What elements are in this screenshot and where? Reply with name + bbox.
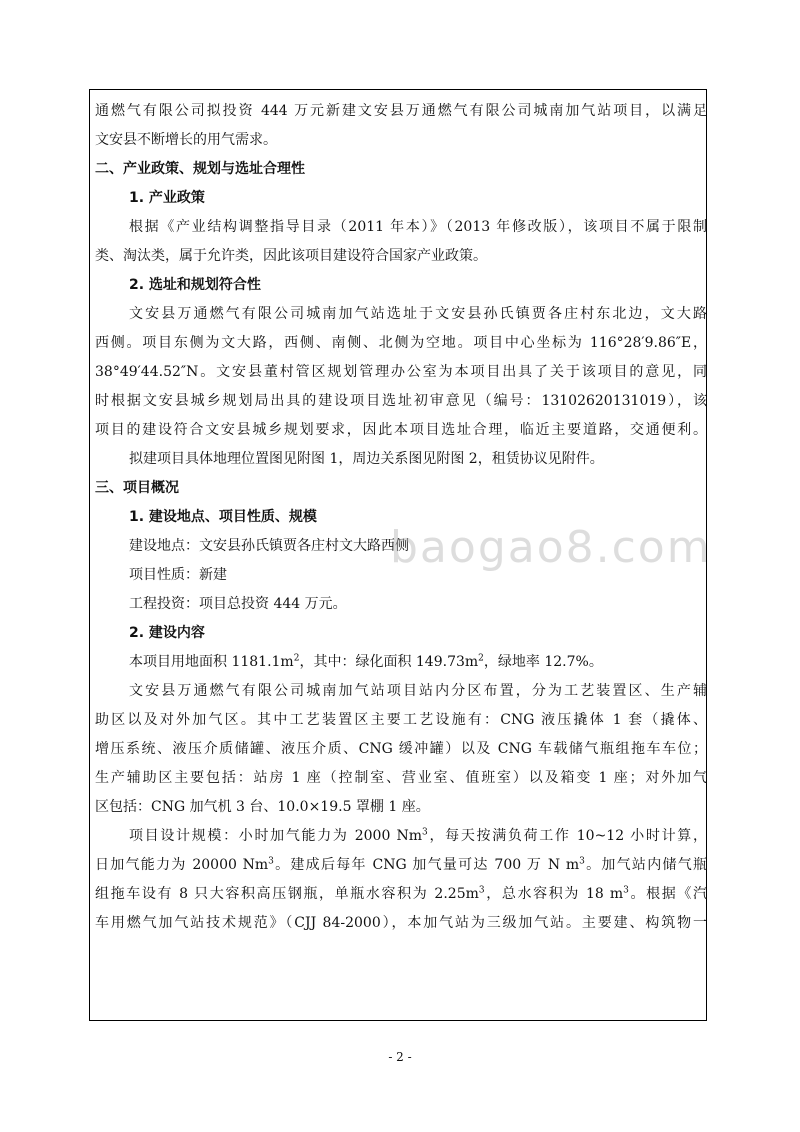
text-line: 项目性质：新建 [129,567,227,583]
text-segment: 。建成后每年 CNG 加气量可达 700 万 N m [273,857,580,873]
section-heading: 三、项目概况 [95,480,179,496]
text-line: 增压系统、液压介质储罐、液压介质、CNG 缓冲罐）以及 CNG 车载储气瓶组拖车车位； [95,741,707,757]
superscript: 3 [268,856,274,867]
text-line [95,880,707,909]
text-line: 文安县万通燃气有限公司城南加气站选址于文安县孙氏镇贾各庄村东北边，文大路 [129,306,707,322]
text-segment: 本项目用地面积 1181.1m [129,654,294,670]
superscript: 2 [478,653,484,664]
text-line: 时根据文安县城乡规划局出具的建设项目选址初审意见（编号：13102620131019），该 [95,393,707,409]
text-segment: ，总水容积为 18 m [484,886,624,902]
text-segment: ，其中：绿化面积 149.73m [299,654,479,670]
subsection-heading: 2. 选址和规划符合性 [129,277,261,293]
text-segment: 组拖车设有 8 只大容积高压钢瓶，单瓶水容积为 2.25m [95,886,479,902]
section-heading: 二、产业政策、规划与选址合理性 [95,161,305,177]
subsection-heading: 1. 产业政策 [129,190,205,206]
superscript: 2 [293,653,300,664]
document-body [95,97,707,938]
text-line: 车用燃气加气站技术规范》（CJJ 84-2000），本加气站为三级加气站。主要建、构筑物一 [95,915,707,931]
text-segment: 。根据《汽 [628,886,707,902]
superscript: 3 [623,885,629,896]
text-line: 类、淘汰类，属于允许类，因此该项目建设符合国家产业政策。 [95,248,487,264]
watermark: baogao8.com [390,522,712,573]
text-segment: ，每天按满负荷工作 10~12 小时计算， [427,828,707,844]
text-line: 助区以及对外加气区。其中工艺装置区主要工艺设施有：CNG 液压撬体 1 套（撬体、 [95,712,707,728]
text-line: 生产辅助区主要包括：站房 1 座（控制室、营业室、值班室）以及箱变 1 座；对外加气 [95,770,707,786]
text-segment: 日加气能力为 20000 Nm [95,857,269,873]
text-line: 拟建项目具体地理位置图见附图 1，周边关系图见附图 2，租赁协议见附件。 [129,451,604,467]
page-number: - 2 - [388,1050,412,1064]
text-line [95,822,707,851]
text-line [95,851,707,880]
text-line: 西侧。项目东侧为文大路，西侧、南侧、北侧为空地。项目中心坐标为 116°28′9.86″E， [95,335,707,351]
text-line: 通燃气有限公司拟投资 444 万元新建文安县万通燃气有限公司城南加气站项目，以满足 [95,103,707,119]
text-line: 根据《产业结构调整指导目录（2011 年本）》（2013 年修改版），该项目不属于限制 [129,219,707,235]
text-segment: ，绿地率 12.7%。 [483,654,603,670]
text-line: 区包括：CNG 加气机 3 台、10.0×19.5 罩棚 1 座。 [95,799,430,815]
text-line: 建设地点：文安县孙氏镇贾各庄村文大路西侧 [129,538,409,554]
subsection-heading: 2. 建设内容 [129,625,205,641]
text-line [95,648,707,677]
text-line: 文安县万通燃气有限公司城南加气站项目站内分区布置，分为工艺装置区、生产辅 [129,683,707,699]
superscript: 3 [478,885,485,896]
superscript: 3 [422,827,428,838]
text-segment: 。加气站内储气瓶 [584,857,708,873]
text-line: 38°49′44.52″N。文安县董村管区规划管理办公室为本项目出具了关于该项目的意见，同 [95,364,707,380]
subsection-heading: 1. 建设地点、项目性质、规模 [129,509,317,525]
text-line: 工程投资：项目总投资 444 万元。 [129,596,347,612]
text-segment: 项目设计规模：小时加气能力为 2000 Nm [129,828,423,844]
text-line: 项目的建设符合文安县城乡规划要求，因此本项目选址合理，临近主要道路，交通便利。 [95,422,707,438]
text-line: 文安县不断增长的用气需求。 [95,132,277,148]
superscript: 3 [579,856,585,867]
